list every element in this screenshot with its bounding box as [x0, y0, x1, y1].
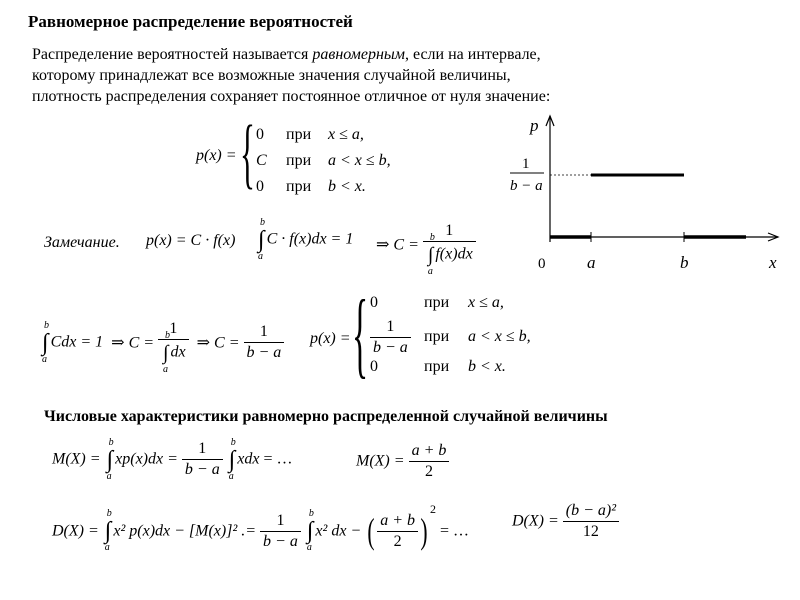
remark-result: ⇒ C = 1 ∫ b a f(x)dx: [376, 222, 476, 267]
mean-result: M(X) = $\frac{a + b}{2}$: [356, 442, 449, 481]
final-density-lhs: p(x) =: [310, 330, 351, 347]
tick-a-label: a: [587, 253, 596, 272]
remark-fraction: 1 ∫ b a f(x)dx: [423, 222, 476, 267]
remark-integral: ∫ b a C · f(x)dx = 1: [258, 217, 354, 262]
density-cases: [256, 122, 391, 200]
density-lhs: p(x) =: [196, 147, 237, 164]
page-title: Равномерное распределение вероятностей: [28, 12, 353, 31]
intro-paragraph: [32, 44, 632, 107]
derivation-fraction-2: $\frac{1}{b - a}$: [244, 323, 285, 362]
numeric-characteristics-title: Числовые характеристики равномерно распределенной случайной величины: [44, 408, 608, 425]
density-row-2: C при a < x ≤ b,: [256, 152, 391, 169]
term-uniform: равномерным: [312, 46, 405, 63]
density-brace: {: [240, 109, 255, 196]
density-row-3: 0 при b < x.: [256, 178, 366, 195]
final-density-cases: [370, 294, 531, 380]
final-row-3: 0 при b < x.: [370, 358, 506, 375]
final-density-brace: {: [352, 280, 369, 387]
intro-line-2: которому принадлежат все возможные значения случайной величины,: [32, 67, 511, 84]
density-row-1: 0 при x ≤ a,: [256, 126, 364, 143]
final-row-2: $\frac{1}{b - a}$ при a < x ≤ b,: [370, 316, 531, 358]
variance-formula: D(X) = ∫ b a x² p(x)dx − [M(x)]² .= $\frac{1}{b - a}$ ∫ b a x² dx − ( $\frac{a + b}{2}$ )$^2$ = …: [52, 502, 470, 554]
tick-b-label: b: [680, 253, 689, 272]
density-graph: [500, 108, 790, 278]
variance-result: D(X) = $\frac{\text{(b − a)²}}{12}$: [512, 502, 619, 541]
remark-formula: p(x) = C · f(x): [146, 232, 236, 249]
remark-label: Замечание.: [44, 234, 120, 251]
derivation-fraction-1: 1 ∫ b a dx: [158, 320, 189, 365]
level-denominator: b − a: [510, 178, 543, 194]
origin-label: 0: [538, 256, 546, 272]
mean-formula: M(X) = ∫ b a xp(x)dx = $\frac{1}{b - a}$ ∫ b a xdx = …: [52, 436, 293, 482]
level-numerator: 1: [522, 156, 530, 172]
intro-line-1: Распределение вероятностей называется равномерным, если на интервале,: [32, 46, 541, 63]
intro-line-3: плотность распределения сохраняет постоянное отличное от нуля значение:: [32, 88, 551, 105]
derivation-chain: ∫ b a Cdx = 1 ⇒ C = 1 ∫ b a dx ⇒ C = $\frac{1}{b - a}$: [40, 320, 284, 365]
integral-sign: ∫ b a: [258, 217, 265, 262]
x-axis-label: x: [769, 253, 777, 272]
final-row-1: 0 при x ≤ a,: [370, 294, 504, 311]
y-axis-label: p: [530, 116, 539, 135]
